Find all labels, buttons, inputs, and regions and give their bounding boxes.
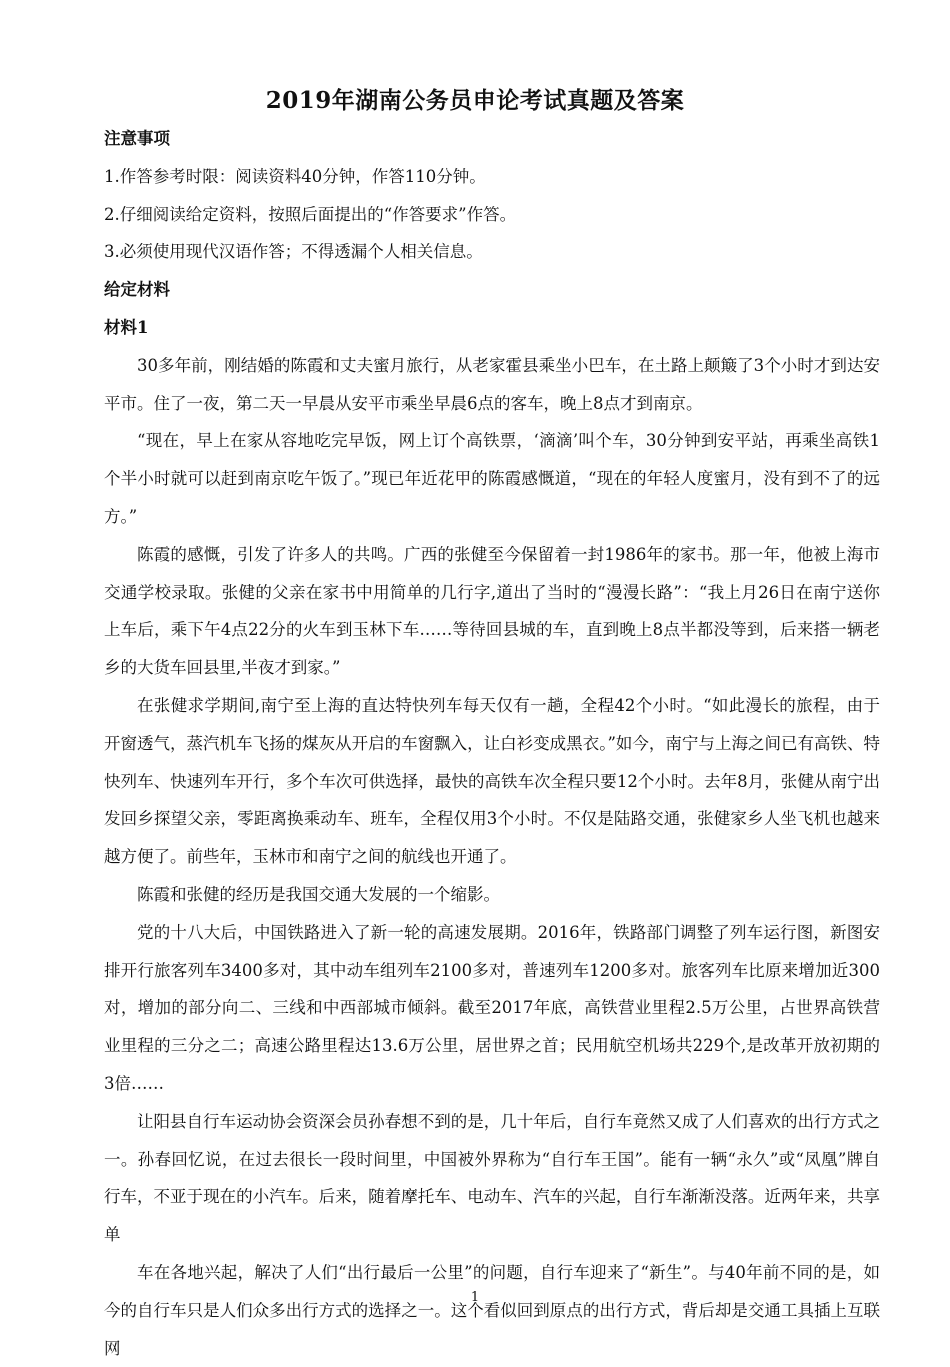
notice-heading: 注意事项 [104,129,170,148]
material-1-heading: 材料1 [104,317,149,337]
paragraph: 让阳县自行车运动协会资深会员孙春想不到的是，几十年后，自行车竟然又成了人们喜欢的出行方式之一。孙春回忆说，在过去很长一段时间里，中国被外界称为“自行车王国”。能有一辆“永久”或“凤凰”牌自行车，不亚于现在的小汽车。后来，随着摩托车、电动车、汽车的兴起，自行车渐渐没落。近两年来，共享单 [104,1111,880,1245]
paragraph: 党的十八大后，中国铁路进入了新一轮的高速发展期。2016年，铁路部门调整了列车运行图，新图安排开行旅客列车3400多对，其中动车组列车2100多对，普速列车1200多对。旅客列车比原来增加近300对，增加的部分向二、三线和中西部城市倾斜。截至2017年底，高铁营业里程2.5万公里，占世界高铁营业里程的三分之二；高速公路里程达13.6万公里，居世界之首；民用航空机场共229个,是改革开放初期的3倍…… [104,922,880,1093]
paragraph: 30多年前，刚结婚的陈霞和丈夫蜜月旅行，从老家霍县乘坐小巴车，在土路上颠簸了3个小时才到达安平市。住了一夜，第二天一早晨从安平市乘坐早晨6点的客车，晚上8点才到南京。 [104,355,880,413]
notice-item: 3.必须使用现代汉语作答；不得透漏个人相关信息。 [104,242,483,262]
paragraph: “现在，早上在家从容地吃完早饭，网上订个高铁票，‘滴滴’叫个车，30分钟到安平站，再乘坐高铁1个半小时就可以赶到南京吃午饭了。”现已年近花甲的陈霞感慨道，“现在的年轻人度蜜月，没有到不了的远方。” [104,431,880,526]
page-number: 1 [470,1290,480,1305]
notice-item: 2.仔细阅读给定资料，按照后面提出的“作答要求”作答。 [104,204,517,224]
materials-heading: 给定材料 [104,280,170,300]
paragraph: 在张健求学期间,南宁至上海的直达特快列车每天仅有一趟，全程42个小时。“如此漫长的旅程，由于开窗透气，蒸汽机车飞扬的煤灰从开启的车窗飘入，让白衫变成黑衣。”如今，南宁与上海之间已有高铁、特快列车、快速列车开行，多个车次可供选择，最快的高铁车次全程只要12个小时。去年8月，张健从南宁出发回乡探望父亲，零距离换乘动车、班车，全程仅用3个小时。不仅是陆路交通，张健家乡人坐飞机也越来越方便了。前些年，玉林市和南宁之间的航线也开通了。 [104,695,880,867]
document-title: 2019年湖南公务员申论考试真题及答案 [265,87,685,114]
notice-item: 1.作答参考时限：阅读资料40分钟，作答110分钟。 [104,166,486,186]
document-body [104,120,880,1367]
paragraph: 车在各地兴起，解决了人们“出行最后一公里”的问题，自行车迎来了“新生”。与40年前不同的是，如今的自行车只是人们众多出行方式的选择之一。这个看似回到原点的出行方式，背后却是交通工具插上互联网 [104,1262,880,1358]
paragraph: 陈霞的感慨，引发了许多人的共鸣。广西的张健至今保留着一封1986年的家书。那一年，他被上海市交通学校录取。张健的父亲在家书中用简单的几行字,道出了当时的“漫漫长路”：“我上月26日在南宁送你上车后，乘下午4点22分的火车到玉林下车……等待回县城的车，直到晚上8点半都没等到，后来搭一辆老乡的大货车回县里,半夜才到家。” [104,544,880,678]
paragraph: 陈霞和张健的经历是我国交通大发展的一个缩影。 [137,884,500,904]
